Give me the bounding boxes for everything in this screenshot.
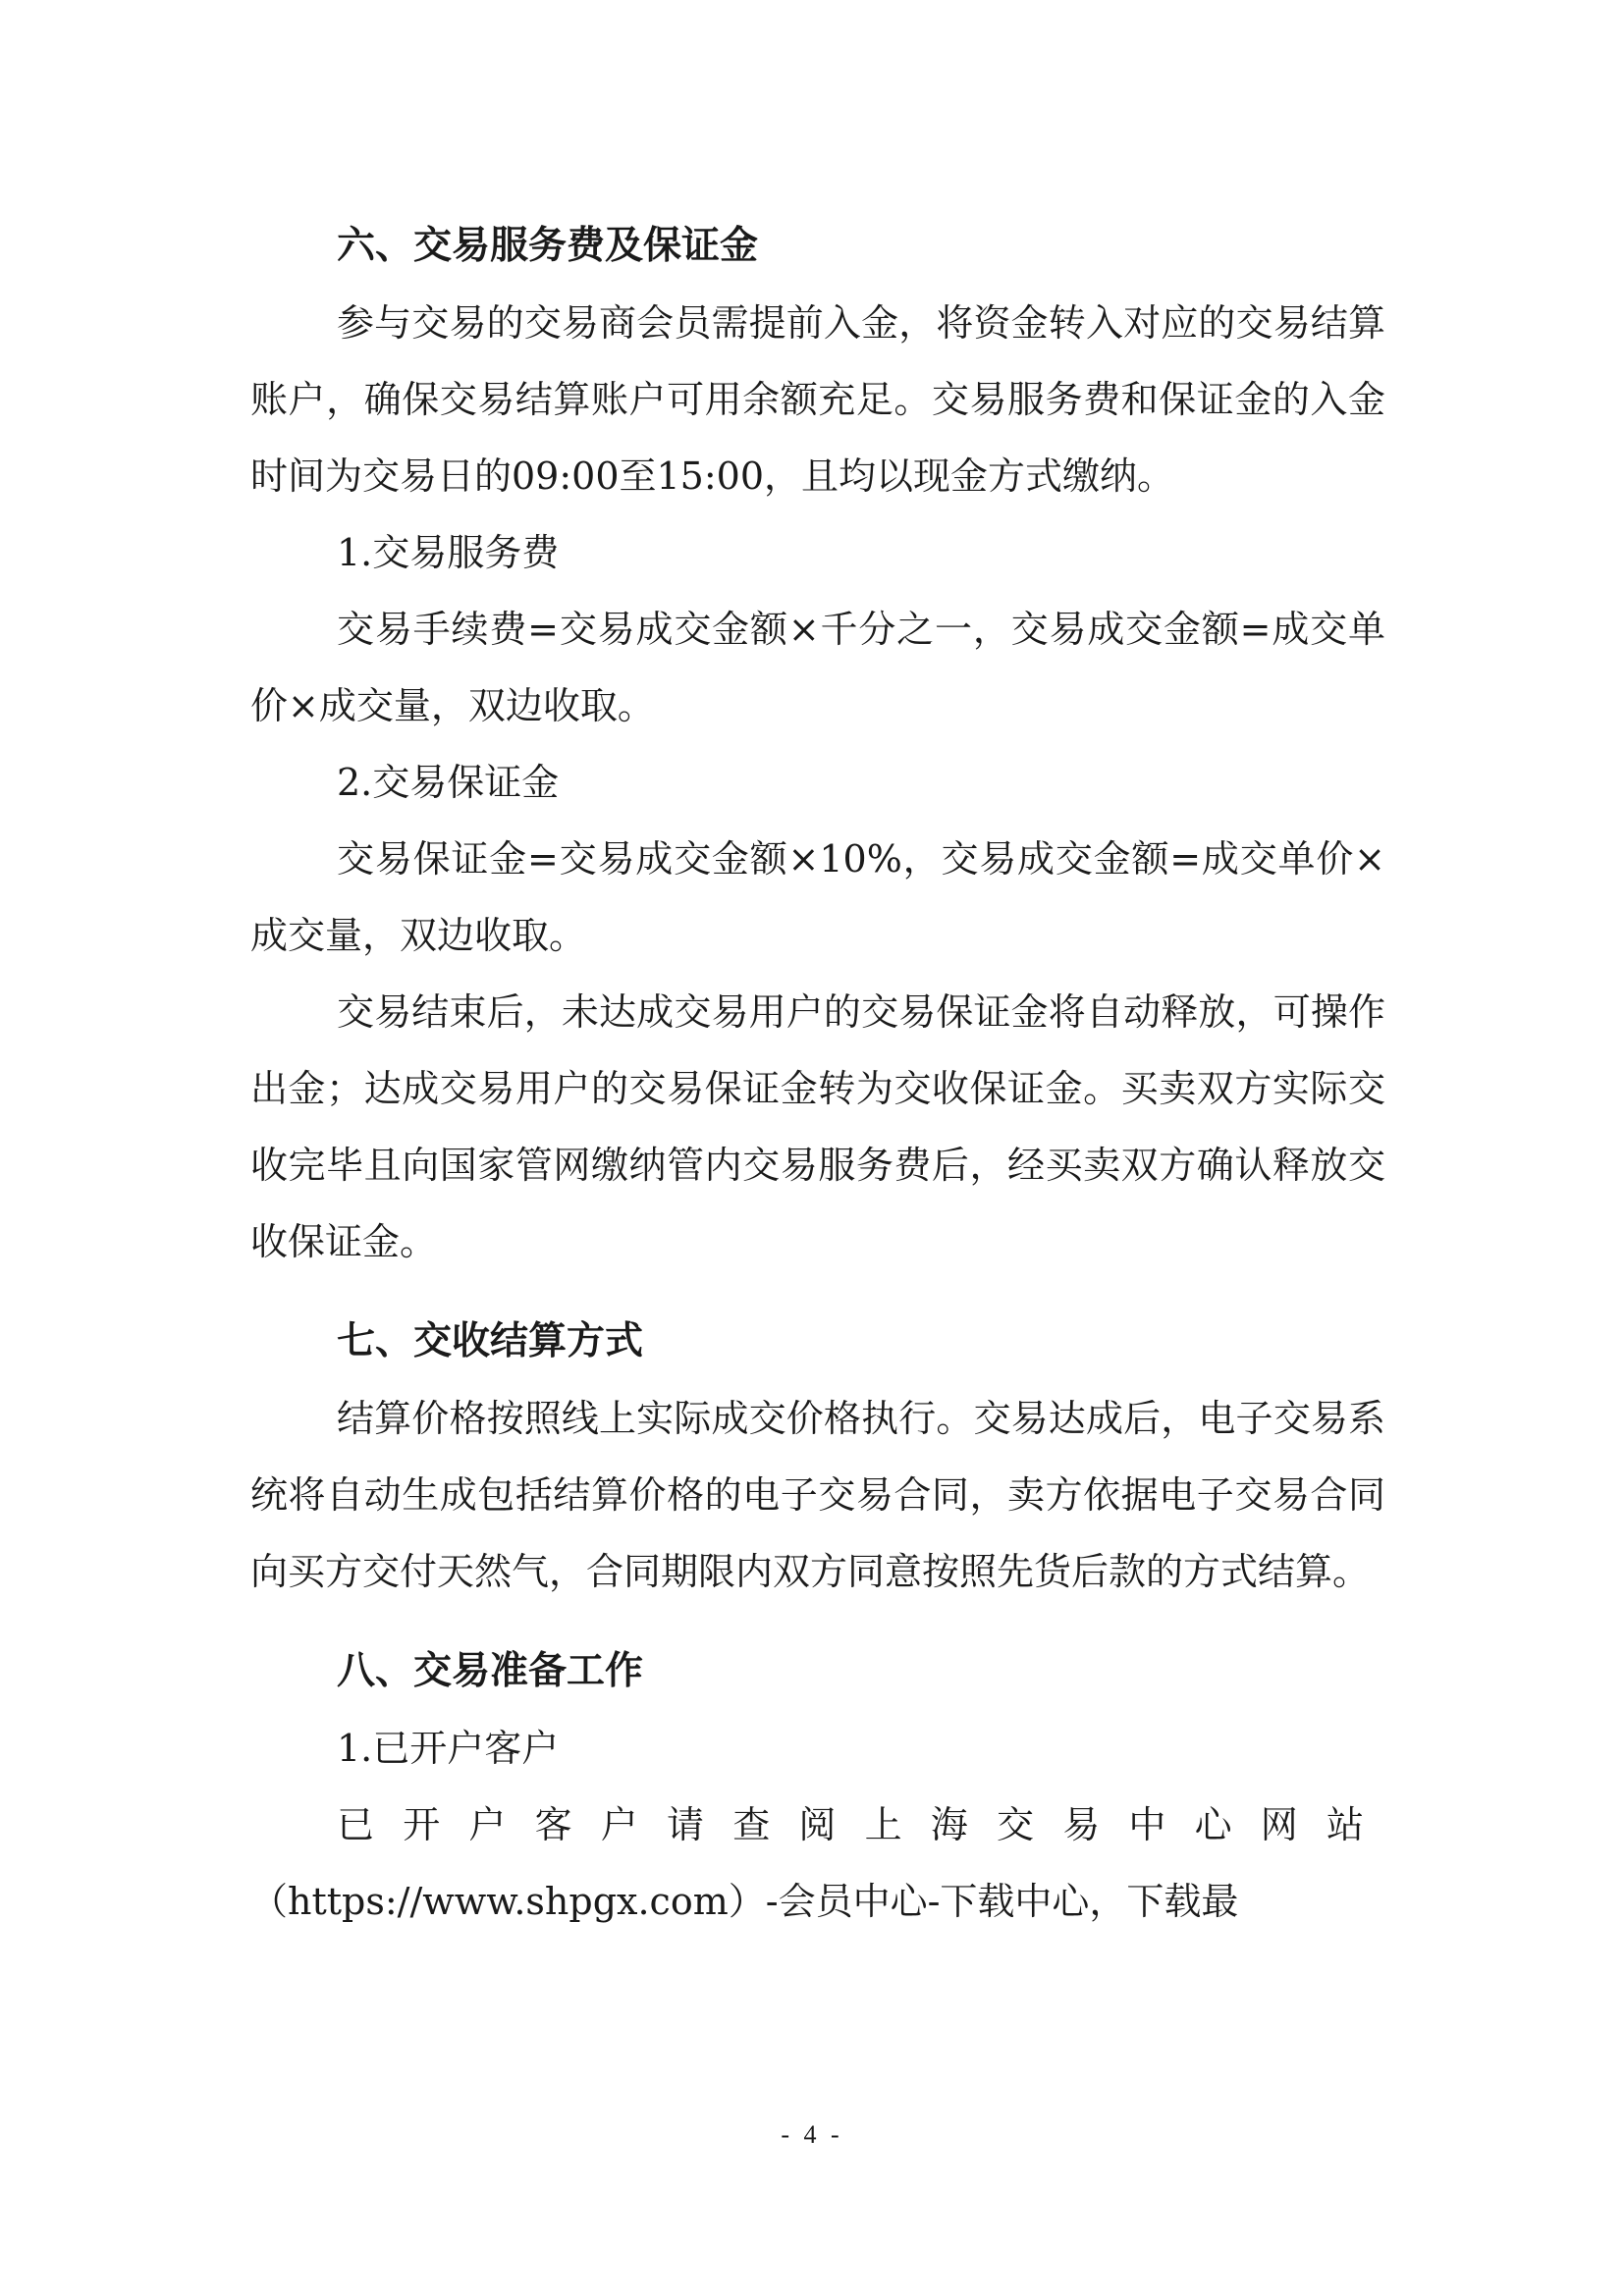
paragraph-margin-release: 交易结束后，未达成交易用户的交易保证金将自动释放，可操作出金；达成交易用户的交易保证金转为交收保证金。买卖双方实际交收完毕且向国家管网缴纳管内交易服务费后，经买卖双方确认释放交收保证金。 xyxy=(250,990,1385,1263)
item-title-existing-clients: 1.已开户客户 xyxy=(337,1727,560,1770)
paragraph-settlement: 结算价格按照线上实际成交价格执行。交易达成后，电子交易系统将自动生成包括结算价格的电子交易合同，卖方依据电子交易合同向买方交付天然气，合同期限内双方同意按照先货后款的方式结算。 xyxy=(250,1397,1385,1593)
item-title-margin: 2.交易保证金 xyxy=(337,761,560,804)
paragraph-existing-clients-line1: 已开户客户请查阅上海交易中心网站 xyxy=(337,1803,1385,1846)
item-title-service-fee: 1.交易服务费 xyxy=(337,531,560,574)
paragraph-deposit-intro: 参与交易的交易商会员需提前入金，将资金转入对应的交易结算账户，确保交易结算账户可用余额充足。交易服务费和保证金的入金时间为交易日的09:00至15:00，且均以现金方式缴纳。 xyxy=(250,301,1385,498)
page-content xyxy=(250,208,1385,1940)
section-heading-6: 六、交易服务费及保证金 xyxy=(337,224,759,268)
section-heading-7: 七、交收结算方式 xyxy=(337,1319,644,1363)
paragraph-margin: 交易保证金=交易成交金额×10%，交易成交金额=成交单价×成交量，双边收取。 xyxy=(250,837,1385,957)
section-heading-8: 八、交易准备工作 xyxy=(337,1649,644,1693)
page-number: - 4 - xyxy=(781,2120,843,2149)
paragraph-service-fee: 交易手续费=交易成交金额×千分之一，交易成交金额=成交单价×成交量，双边收取。 xyxy=(250,608,1385,727)
paragraph-existing-clients-line2: （https://www.shpgx.com）-会员中心-下载中心，下载最 xyxy=(250,1880,1239,1923)
